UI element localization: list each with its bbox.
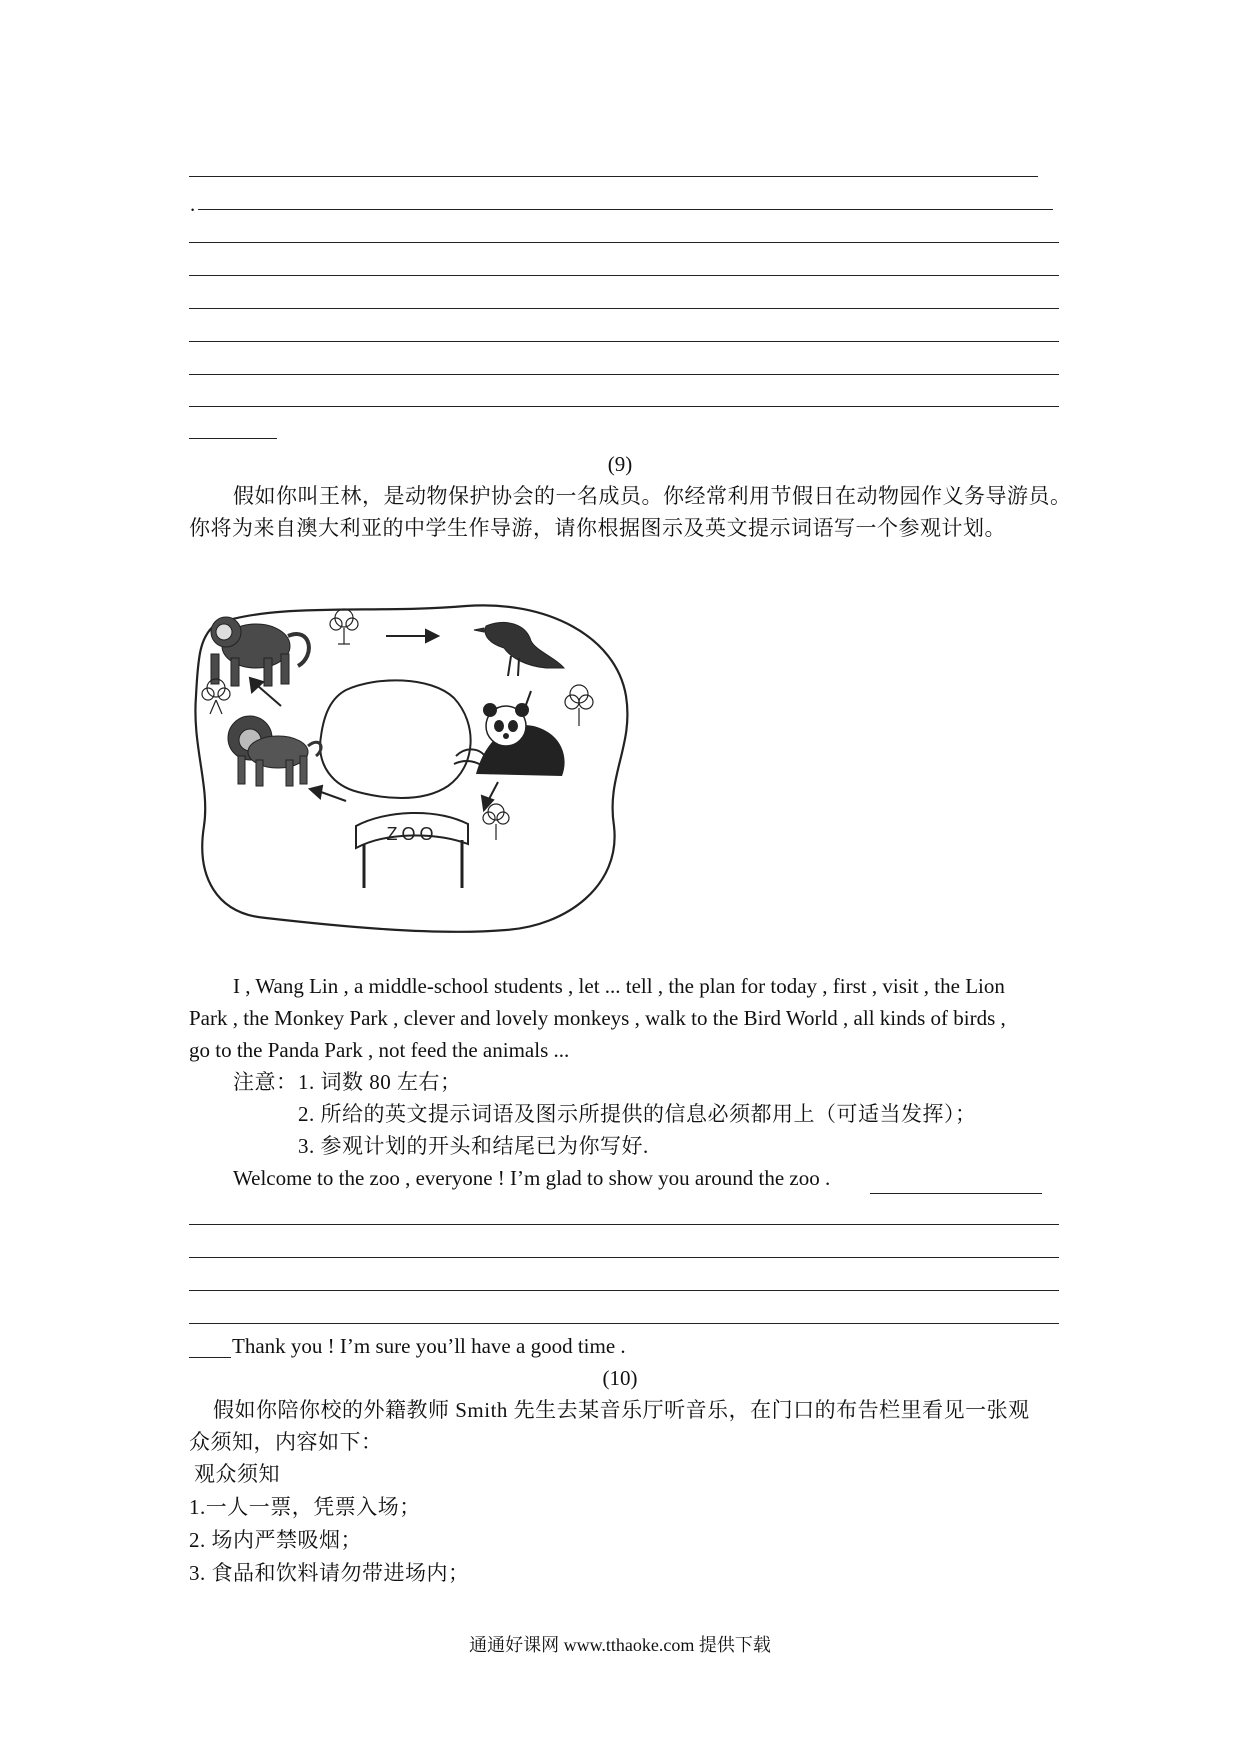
- section-10-intro-line-1: 假如你陪你校的外籍教师 Smith 先生去某音乐厅听音乐，在门口的布告栏里看见一张观: [213, 1398, 1030, 1422]
- writing-line: [189, 1257, 1059, 1258]
- zoo-map-illustration: [186, 596, 656, 946]
- prompt-line-3: go to the Panda Park , not feed the animals ...: [189, 1038, 570, 1062]
- section-9-intro-line-2: 你将为来自澳大利亚的中学生作导游，请你根据图示及英文提示词语写一个参观计划。: [189, 516, 1006, 540]
- bird-icon: [474, 622, 564, 676]
- notice-title: 观众须知: [194, 1462, 280, 1486]
- writing-line-short: [189, 438, 277, 439]
- note-1: 1. 词数 80 左右；: [298, 1070, 462, 1094]
- lion-icon: [228, 716, 321, 786]
- notes-label: 注意：: [233, 1070, 298, 1094]
- section-10-intro-line-2: 众须知，内容如下：: [189, 1430, 383, 1454]
- zoo-sign-text: ZOO: [386, 824, 438, 844]
- essay-opening: Welcome to the zoo , everyone ! I’m glad to show you around the zoo .: [233, 1166, 831, 1190]
- section-9-intro-line-1: 假如你叫王林，是动物保护协会的一名成员。你经常利用节假日在动物园作义务导游员。: [233, 484, 1072, 508]
- tree-icon: [330, 609, 358, 644]
- writing-line: [189, 1224, 1059, 1225]
- writing-line: [189, 1323, 1059, 1324]
- lake: [320, 680, 470, 798]
- prompt-line-2: Park , the Monkey Park , clever and lovely monkeys , walk to the Bird World , all kinds of birds ,: [189, 1006, 1006, 1030]
- section-9-number: (9): [607, 452, 633, 476]
- tree-icon: [483, 804, 509, 840]
- writing-line: [189, 374, 1059, 375]
- arrow-icon: [482, 782, 498, 810]
- answer-blank-short: [189, 1357, 231, 1358]
- arrow-icon: [310, 786, 346, 801]
- zoo-gate-icon: [356, 813, 468, 888]
- writing-line: [189, 1290, 1059, 1291]
- essay-closing: Thank you ! I’m sure you’ll have a good time .: [232, 1334, 626, 1358]
- monkey-icon: [211, 617, 309, 686]
- writing-line: [189, 275, 1059, 276]
- notice-rule-3: 3. 食品和饮料请勿带进场内；: [189, 1561, 470, 1585]
- writing-line: [189, 341, 1059, 342]
- page-footer: 通通好课网 www.tthaoke.com 提供下载: [469, 1635, 771, 1655]
- writing-line: [189, 176, 1038, 177]
- section-10-number: (10): [602, 1366, 638, 1390]
- arrow-icon: [386, 630, 438, 642]
- note-3: 3. 参观计划的开头和结尾已为你写好.: [298, 1134, 649, 1158]
- note-2: 2. 所给的英文提示词语及图示所提供的信息必须都用上（可适当发挥）；: [298, 1102, 977, 1126]
- notice-rule-2: 2. 场内严禁吸烟；: [189, 1528, 362, 1552]
- writing-line: [189, 406, 1059, 407]
- tree-icon: [565, 685, 593, 726]
- writing-line: [189, 242, 1059, 243]
- lead-dot: .: [190, 192, 196, 216]
- notice-rule-1: 1.一人一票，凭票入场；: [189, 1495, 421, 1519]
- writing-line: [189, 308, 1059, 309]
- prompt-line-1: I , Wang Lin , a middle-school students , let ... tell , the plan for today , first , visit , the Lion: [233, 974, 1005, 998]
- answer-blank: [870, 1193, 1042, 1194]
- writing-line: [198, 209, 1053, 210]
